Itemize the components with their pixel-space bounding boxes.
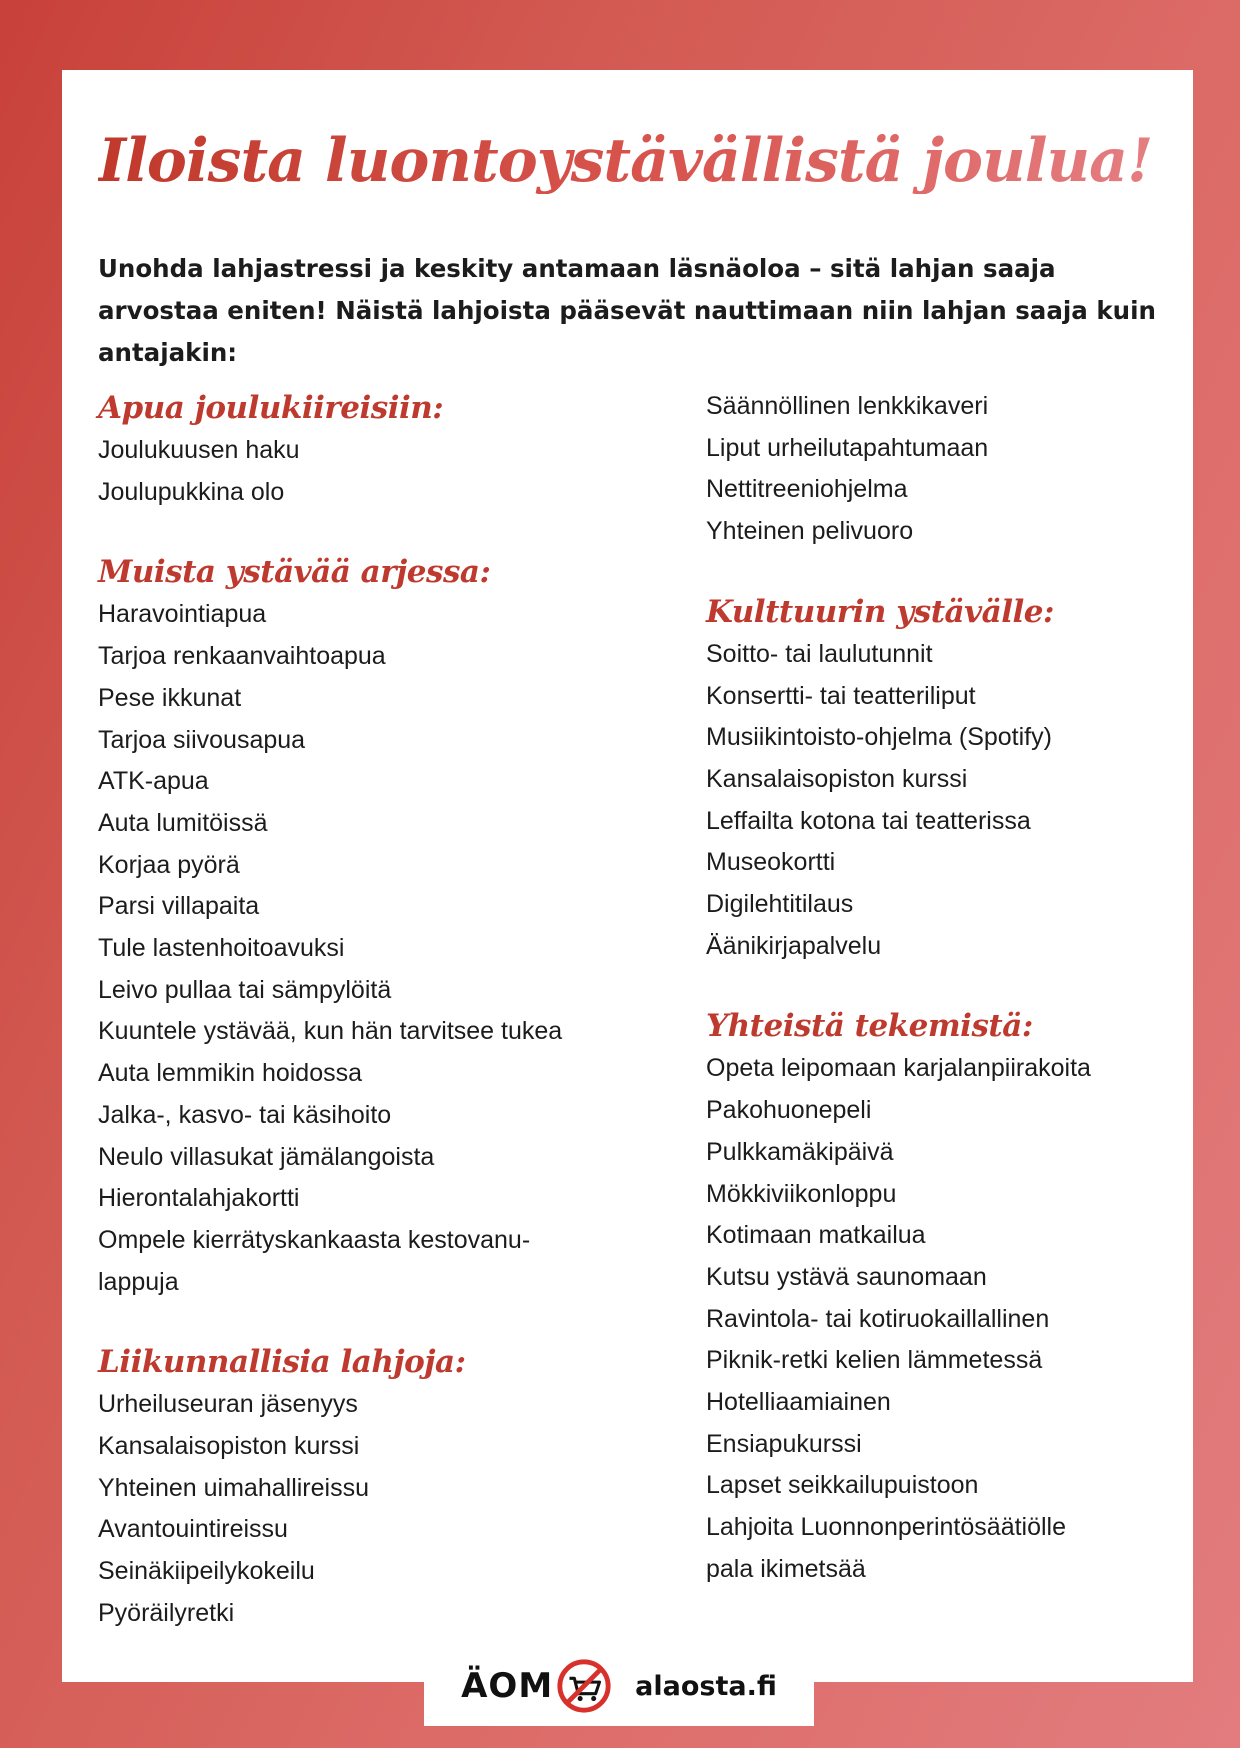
item-list: [706, 1048, 1226, 1590]
list-item: Ompele kierrätyskankaasta kestovanu-: [98, 1225, 531, 1254]
list-item: Pulkkamäkipäivä: [706, 1137, 894, 1166]
list-item: Konsertti- tai teatteriliput: [706, 681, 976, 710]
list-item: Leffailta kotona tai teatterissa: [706, 806, 1031, 835]
list-item: Hierontalahjakortti: [98, 1184, 300, 1213]
list-item: Pakohuonepeli: [706, 1096, 872, 1125]
aom-logo: [461, 1657, 613, 1715]
footer: [424, 1646, 814, 1726]
list-item: Kansalaisopiston kurssi: [706, 764, 968, 793]
no-shopping-cart-icon: [555, 1657, 613, 1715]
list-item: Musiikintoisto-ohjelma (Spotify): [706, 723, 1052, 752]
list-item: Digilehtitilaus: [706, 890, 854, 919]
list-item: Avantouintireissu: [98, 1515, 288, 1544]
list-item: Parsi villapaita: [98, 892, 260, 921]
list-item: Soitto- tai laulutunnit: [706, 639, 933, 668]
list-item: Ensiapukurssi: [706, 1429, 862, 1458]
item-list: [98, 430, 618, 513]
site-link[interactable]: alaosta.fi: [635, 1670, 777, 1702]
section-apua-joulukiireisiin: [98, 386, 618, 513]
list-item: Joulupukkina olo: [98, 477, 285, 506]
list-item: Urheiluseuran jäsenyys: [98, 1390, 358, 1419]
list-item: Auta lumitöissä: [98, 808, 268, 837]
list-item: Kutsu ystävä saunomaan: [706, 1262, 987, 1291]
list-item: Yhteinen uimahallireissu: [98, 1473, 369, 1502]
list-item: ATK-apua: [98, 767, 209, 796]
intro-text: Unohda lahjastressi ja keskity antamaan läsnäoloa – sitä lahjan saaja arvostaa eniten! Näistä lahjoista pääsevät nauttimaan niin lahjan saaja kuin antajakin:: [98, 254, 1156, 367]
list-item: Opeta leipomaan karjalanpiirakoita: [706, 1054, 1091, 1083]
list-item: Säännöllinen lenkkikaveri: [706, 392, 989, 420]
list-item: Liput urheilutapahtumaan: [706, 433, 989, 462]
list-item: Auta lemmikin hoidossa: [98, 1059, 363, 1088]
list-item: Joulukuusen haku: [98, 436, 300, 464]
section-kulttuurin-ystavalle: [706, 590, 1226, 968]
page-title: Iloista luontoystävällistä joulua!: [98, 128, 1168, 194]
list-item: Ravintola- tai kotiruokaillallinen: [706, 1304, 1050, 1333]
left-column: [98, 386, 618, 1635]
list-item: Piknik-retki kelien lämmetessä: [706, 1346, 1043, 1375]
list-item: Lahjoita Luonnonperintösäätiölle: [706, 1513, 1067, 1542]
section-muista-ystavaa-arjessa: [98, 550, 618, 1303]
list-item: Kotimaan matkailua: [706, 1221, 926, 1250]
section-heading: Yhteistä tekemistä:: [706, 1008, 1033, 1045]
list-item: Neulo villasukat jämälangoista: [98, 1142, 435, 1171]
section-yhteista-tekemista: [706, 1004, 1226, 1590]
list-item: lappuja: [98, 1267, 179, 1296]
content-card: [62, 70, 1193, 1682]
item-list: [98, 594, 618, 1303]
section-heading: Muista ystävää arjessa:: [98, 554, 491, 591]
section-heading: Kulttuurin ystävälle:: [706, 593, 1054, 630]
list-item: Mökkiviikonloppu: [706, 1179, 897, 1208]
right-column: [706, 386, 1226, 1591]
list-item: Kuuntele ystävää, kun hän tarvitsee tukea: [98, 1017, 563, 1046]
list-item: Pese ikkunat: [98, 683, 242, 712]
list-item: pala ikimetsää: [706, 1554, 866, 1583]
list-item: Tarjoa siivousapua: [98, 725, 306, 754]
item-list: [706, 634, 1226, 968]
list-item: Korjaa pyörä: [98, 850, 240, 879]
section-heading: Liikunnallisia lahjoja:: [98, 1344, 466, 1381]
list-item: Leivo pullaa tai sämpylöitä: [98, 975, 392, 1004]
list-item: Tule lastenhoitoavuksi: [98, 934, 345, 963]
list-item: Museokortti: [706, 848, 836, 877]
list-item: Lapset seikkailupuistoon: [706, 1471, 979, 1500]
section-heading: Apua joulukiireisiin:: [98, 390, 444, 426]
list-item: Kansalaisopiston kurssi: [98, 1432, 360, 1461]
list-item: Hotelliaamiainen: [706, 1388, 891, 1417]
list-item: Jalka-, kasvo- tai käsihoito: [98, 1100, 392, 1129]
list-item: Äänikirjapalvelu: [706, 931, 882, 960]
list-item: Haravointiapua: [98, 600, 267, 629]
list-item: Seinäkiipeilykokeilu: [98, 1557, 315, 1586]
section-liikunnallisia-lahjoja: [98, 1340, 618, 1634]
list-item: Tarjoa renkaanvaihtoapua: [98, 642, 386, 671]
list-item: Nettitreeniohjelma: [706, 475, 908, 504]
logo-text: ÄOM: [461, 1666, 554, 1706]
item-list: [98, 1384, 618, 1634]
list-item: Pyöräilyretki: [98, 1598, 235, 1627]
continued-item-list: [706, 386, 1226, 553]
list-item: Yhteinen pelivuoro: [706, 517, 914, 546]
